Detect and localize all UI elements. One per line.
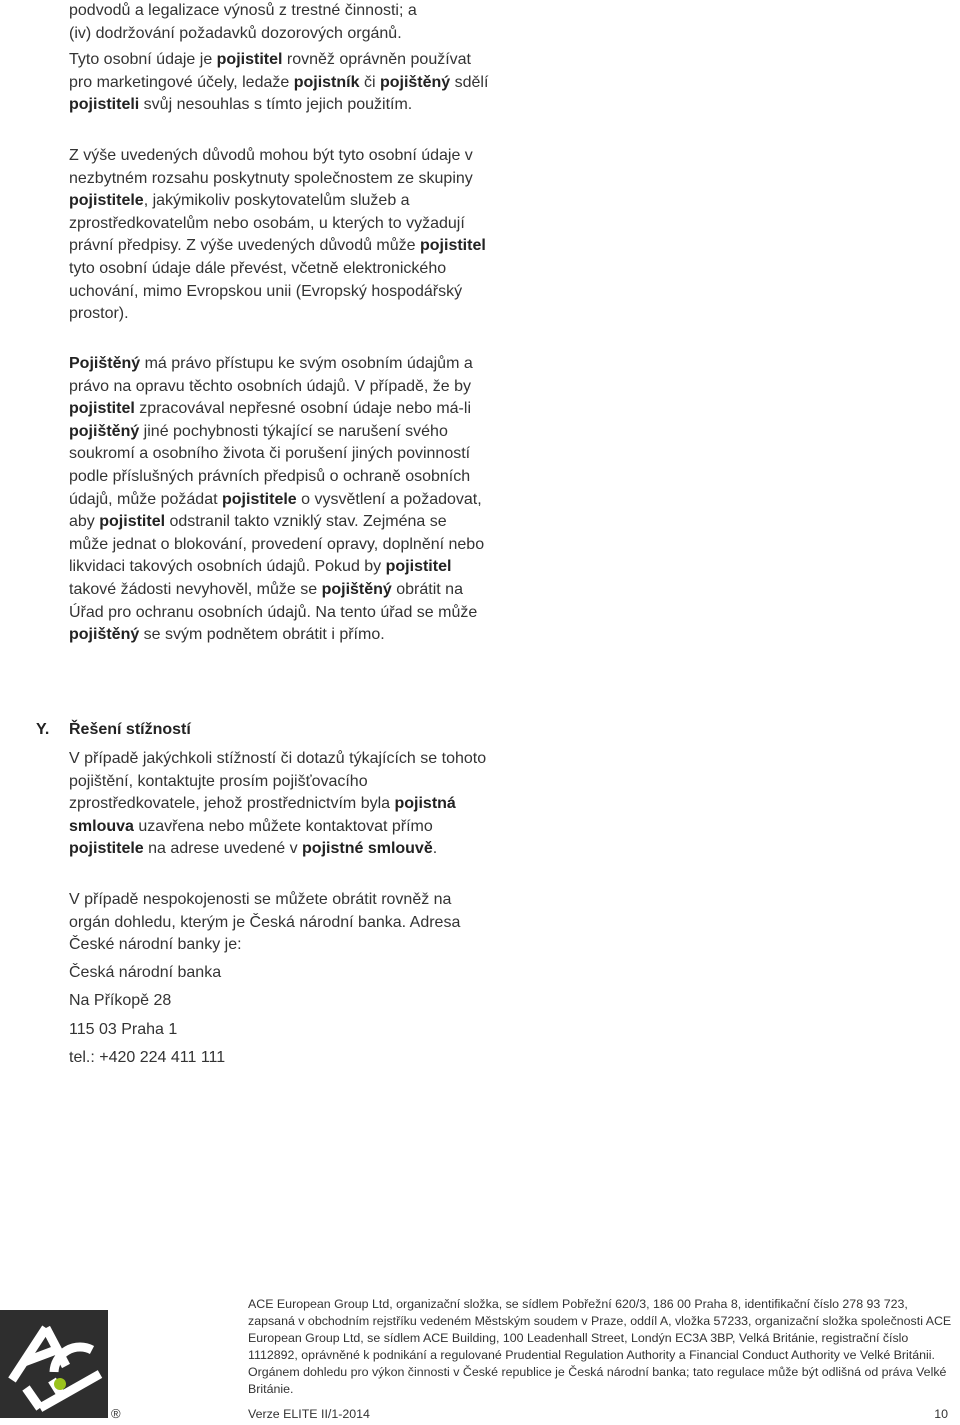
address-phone: tel.: +420 224 411 111 — [69, 1049, 226, 1066]
paragraph-marketing: Tyto osobní údaje je pojistitel rovněž oprávněn používat pro marketingové účely, ledaže pojistník či pojištěný sdělí pojistiteli svůj nesouhlas s tímto jejich použitím. — [69, 51, 489, 114]
paragraph-supervisor: V případě nespokojenosti se můžete obrátit rovněž na orgán dohledu, kterým je Česká národní banka. Adresa České národní banky je: — [69, 891, 461, 954]
term-pojisteny: pojištěný — [379, 73, 451, 91]
paragraph-fraud — [69, 0, 489, 45]
document-version: Verze ELITE II/1-2014 — [248, 1407, 370, 1421]
address-line: 115 03 Praha 1 — [69, 1021, 178, 1038]
address-line: Česká národní banka — [69, 964, 222, 981]
text-line: (iv) dodržování požadavků dozorových orgánů. — [69, 24, 402, 42]
ace-logo-icon — [0, 1310, 108, 1418]
footer-legal-text: ACE European Group Ltd, organizační složka, se sídlem Pobřežní 620/3, 186 00 Praha 8, identifikační číslo 278 93 723, zapsaná v obchodním rejstříku vedeném Městským soudem v Praze, oddíl A, vložka 57233, organizační složka společnosti ACE European Group Ltd, se sídlem ACE Building, 100 Leadenhall Street, Londýn EC3A 3BP, Velká Británie, registrační číslo 1112892, oprávněné k podnikání a regulované Prudential Regulation Authority a Financial Conduct Authority ve Velké Británii. Orgánem dohledu pro výkon činnosti v České republice je Česká národní banka; tato regulace může být odlišná od práva Velké Británie. — [248, 1297, 952, 1396]
paragraph-rights: Pojištěný má právo přístupu ke svým osobním údajům a právo na opravu těchto osobních údajů. V případě, že by pojistitel zpracovával nepřesné osobní údaje nebo má-li pojištěný jiné pochybnosti týkající se narušení svého soukromí a osobního života či porušení jiných povinností podle příslušných právních předpisů o ochraně osobních údajů, může požádat pojistitele o vysvětlení a požadovat, aby pojistitel odstranil takto vzniklý stav. Zejména se může jednat o blokování, provedení opravy, doplnění nebo likvidaci takových osobních údajů. Pokud by pojistitel takové žádosti nevyhověl, může se pojištěný obrátit na Úřad pro ochranu osobních údajů. Na tento úřad se může pojištěný se svým podnětem obrátit i přímo. — [69, 355, 485, 644]
paragraph-complaints: V případě jakýchkoli stížností či dotazů týkajících se tohoto pojištění, kontaktujte prosím pojišťovacího zprostředkovatele, jehož prostřednictvím byla pojistná smlouva uzavřena nebo můžete kontaktovat přímo pojistitele na adrese uvedené v pojistné smlouvě. — [69, 750, 487, 858]
term-pojistitel: pojistitel — [216, 51, 283, 68]
address-line: Na Příkopě 28 — [69, 992, 172, 1009]
paragraph-transfer: Z výše uvedených důvodů mohou být tyto osobní údaje v nezbytném rozsahu poskytnuty společnostem ze skupiny pojistitele, jakýmikoliv poskytovatelům služeb a zprostředkovatelům nebo osobám, u kterých to vyžadují právní předpisy. Z výše uvedených důvodů může pojistitel tyto osobní údaje dále převést, včetně elektronického uchování, mimo Evropskou unii (Evropský hospodářský prostor). — [69, 147, 486, 323]
term-pojistiteli: pojistiteli — [69, 96, 140, 114]
section-title: Řešení stížností — [69, 721, 191, 738]
page-number: 10 — [934, 1407, 948, 1421]
registered-mark: ® — [111, 1406, 121, 1421]
term-pojistnik: pojistník — [293, 73, 360, 91]
text-line: podvodů a legalizace výnosů z trestné činnosti; a — [69, 2, 417, 19]
section-number: Y. — [36, 721, 50, 738]
